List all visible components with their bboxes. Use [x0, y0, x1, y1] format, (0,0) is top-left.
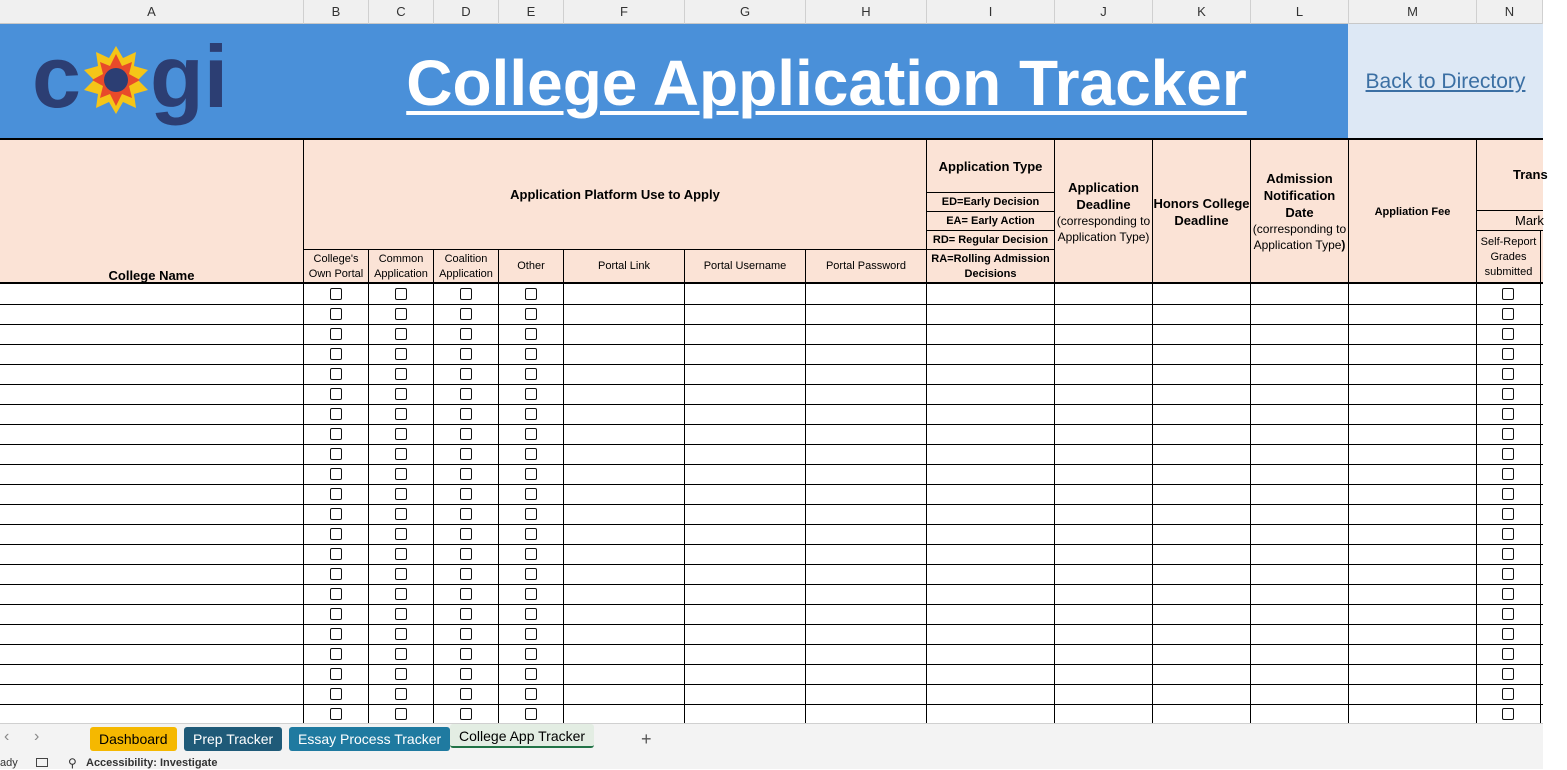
tab-essay-process-tracker[interactable]: Essay Process Tracker	[289, 727, 450, 751]
row-checkbox[interactable]	[395, 568, 407, 580]
code-ea: EA= Early Action	[946, 215, 1035, 227]
row-checkbox[interactable]	[1502, 328, 1514, 340]
row-checkbox[interactable]	[525, 528, 537, 540]
page-title: College Application Tracker	[406, 47, 1247, 119]
row-checkbox[interactable]	[1502, 468, 1514, 480]
row-checkbox[interactable]	[1502, 648, 1514, 660]
row-checkbox[interactable]	[460, 288, 472, 300]
svg-text:gi: gi	[150, 27, 229, 126]
code-rd: RD= Regular Decision	[932, 234, 1049, 246]
row-checkbox[interactable]	[460, 608, 472, 620]
row-checkbox[interactable]	[1502, 668, 1514, 680]
notification-paren: )	[1341, 238, 1346, 252]
column-letter-K[interactable]: K	[1153, 0, 1251, 24]
column-letter-I[interactable]: I	[927, 0, 1055, 24]
row-checkbox[interactable]	[525, 668, 537, 680]
row-checkbox[interactable]	[330, 288, 342, 300]
table-row	[0, 285, 1543, 305]
row-checkbox[interactable]	[330, 568, 342, 580]
row-checkbox[interactable]	[1502, 548, 1514, 560]
notification-sub: (corresponding to Application Type	[1252, 222, 1347, 252]
coalition-app-header: Coalition Application	[439, 252, 493, 280]
column-letter-F[interactable]: F	[564, 0, 685, 24]
add-sheet-button[interactable]: +	[641, 729, 652, 749]
accessibility-icon: ⚲	[68, 756, 77, 770]
row-checkbox[interactable]	[330, 308, 342, 320]
column-letter-G[interactable]: G	[685, 0, 806, 24]
row-checkbox[interactable]	[395, 528, 407, 540]
cogi-logo	[32, 27, 237, 132]
row-checkbox[interactable]	[395, 328, 407, 340]
common-app-header: Common Application	[374, 252, 428, 280]
row-checkbox[interactable]	[330, 408, 342, 420]
row-checkbox[interactable]	[525, 588, 537, 600]
row-checkbox[interactable]	[460, 688, 472, 700]
row-checkbox[interactable]	[330, 688, 342, 700]
row-checkbox[interactable]	[1502, 608, 1514, 620]
row-checkbox[interactable]	[395, 288, 407, 300]
row-checkbox[interactable]	[395, 648, 407, 660]
row-checkbox[interactable]	[460, 328, 472, 340]
row-checkbox[interactable]	[460, 488, 472, 500]
row-checkbox[interactable]	[330, 368, 342, 380]
deadline-title: Application Deadline	[1068, 179, 1139, 212]
row-checkbox[interactable]	[395, 708, 407, 720]
row-checkbox[interactable]	[395, 628, 407, 640]
application-deadline-header	[1055, 140, 1152, 283]
table-row	[0, 525, 1543, 545]
row-checkbox[interactable]	[460, 508, 472, 520]
status-bar	[0, 755, 1543, 769]
row-checkbox[interactable]	[395, 688, 407, 700]
accessibility-status[interactable]: Accessibility: Investigate	[86, 757, 218, 769]
row-checkbox[interactable]	[330, 608, 342, 620]
row-checkbox[interactable]	[525, 548, 537, 560]
code-ra: RA=Rolling Admission Decisions	[931, 252, 1050, 280]
row-checkbox[interactable]	[395, 448, 407, 460]
row-checkbox[interactable]	[1502, 308, 1514, 320]
table-row	[0, 625, 1543, 645]
row-checkbox[interactable]	[460, 628, 472, 640]
row-checkbox[interactable]	[525, 308, 537, 320]
application-fee-header: Appliation Fee	[1374, 205, 1451, 218]
macro-icon[interactable]	[36, 758, 48, 767]
row-checkbox[interactable]	[330, 508, 342, 520]
status-ready: ady	[0, 757, 18, 769]
table-row	[0, 325, 1543, 345]
row-checkbox[interactable]	[395, 548, 407, 560]
row-checkbox[interactable]	[525, 708, 537, 720]
row-checkbox[interactable]	[460, 588, 472, 600]
column-letter-A[interactable]: A	[0, 0, 304, 24]
college-name-header: College Name	[108, 267, 195, 283]
tab-prep-tracker[interactable]: Prep Tracker	[184, 727, 282, 751]
column-letter-B[interactable]: B	[304, 0, 369, 24]
row-checkbox[interactable]	[395, 608, 407, 620]
row-checkbox[interactable]	[395, 668, 407, 680]
self-report-header: Self-Report Grades submitted	[1480, 235, 1537, 278]
row-checkbox[interactable]	[1502, 448, 1514, 460]
row-checkbox[interactable]	[1502, 528, 1514, 540]
notification-title: Admission Notification Date	[1263, 171, 1336, 220]
row-checkbox[interactable]	[330, 528, 342, 540]
row-checkbox[interactable]	[460, 368, 472, 380]
row-checkbox[interactable]	[395, 348, 407, 360]
portal-password-header: Portal Password	[825, 260, 907, 272]
table-row	[0, 425, 1543, 445]
row-checkbox[interactable]	[395, 428, 407, 440]
deadline-sub: (corresponding to Application Type)	[1056, 213, 1151, 244]
row-checkbox[interactable]	[395, 408, 407, 420]
row-checkbox[interactable]	[525, 348, 537, 360]
row-checkbox[interactable]	[525, 388, 537, 400]
row-checkbox[interactable]	[395, 488, 407, 500]
row-checkbox[interactable]	[525, 328, 537, 340]
portal-username-header: Portal Username	[703, 260, 787, 272]
row-checkbox[interactable]	[525, 428, 537, 440]
row-checkbox[interactable]	[460, 388, 472, 400]
row-checkbox[interactable]	[525, 488, 537, 500]
row-checkbox[interactable]	[330, 388, 342, 400]
table-row	[0, 645, 1543, 665]
row-checkbox[interactable]	[460, 468, 472, 480]
platform-group-header: Application Platform Use to Apply	[510, 186, 720, 202]
row-checkbox[interactable]	[525, 448, 537, 460]
row-checkbox[interactable]	[460, 548, 472, 560]
table-row	[0, 365, 1543, 385]
row-checkbox[interactable]	[460, 668, 472, 680]
column-letter-E[interactable]: E	[499, 0, 564, 24]
row-checkbox[interactable]	[395, 388, 407, 400]
row-checkbox[interactable]	[1502, 688, 1514, 700]
column-letter-N[interactable]: N	[1477, 0, 1543, 24]
table-row	[0, 465, 1543, 485]
other-platform-header: Other	[517, 260, 545, 272]
row-checkbox[interactable]	[330, 708, 342, 720]
table-row	[0, 405, 1543, 425]
table-row	[0, 505, 1543, 525]
row-checkbox[interactable]	[330, 448, 342, 460]
row-checkbox[interactable]	[1502, 368, 1514, 380]
back-to-directory-link[interactable]: Back to Directory	[1365, 70, 1526, 93]
row-checkbox[interactable]	[460, 528, 472, 540]
row-checkbox[interactable]	[460, 568, 472, 580]
row-checkbox[interactable]	[330, 668, 342, 680]
row-checkbox[interactable]	[460, 708, 472, 720]
table-row	[0, 685, 1543, 705]
mark-header: Mark	[1515, 213, 1544, 228]
row-checkbox[interactable]	[1502, 428, 1514, 440]
row-checkbox[interactable]	[525, 368, 537, 380]
row-checkbox[interactable]	[1502, 348, 1514, 360]
row-checkbox[interactable]	[330, 588, 342, 600]
table-row	[0, 385, 1543, 405]
row-checkbox[interactable]	[525, 628, 537, 640]
notification-date-header	[1251, 140, 1348, 283]
row-checkbox[interactable]	[1502, 288, 1514, 300]
column-letter-M[interactable]: M	[1349, 0, 1477, 24]
row-checkbox[interactable]	[330, 328, 342, 340]
row-checkbox[interactable]	[460, 448, 472, 460]
row-checkbox[interactable]	[1502, 568, 1514, 580]
column-letter-J[interactable]: J	[1055, 0, 1153, 24]
own-portal-header: College's Own Portal	[308, 252, 364, 280]
row-checkbox[interactable]	[395, 368, 407, 380]
column-letter-L[interactable]: L	[1251, 0, 1349, 24]
row-checkbox[interactable]	[460, 408, 472, 420]
honors-deadline-header: Honors College Deadline	[1153, 195, 1250, 228]
row-checkbox[interactable]	[1502, 488, 1514, 500]
row-checkbox[interactable]	[330, 488, 342, 500]
table-row	[0, 585, 1543, 605]
column-letter-C[interactable]: C	[369, 0, 434, 24]
row-checkbox[interactable]	[330, 468, 342, 480]
table-row	[0, 605, 1543, 625]
row-checkbox[interactable]	[460, 648, 472, 660]
row-checkbox[interactable]	[460, 428, 472, 440]
row-checkbox[interactable]	[525, 648, 537, 660]
row-checkbox[interactable]	[1502, 508, 1514, 520]
row-checkbox[interactable]	[1502, 408, 1514, 420]
row-checkbox[interactable]	[1502, 628, 1514, 640]
row-checkbox[interactable]	[395, 588, 407, 600]
table-row	[0, 305, 1543, 325]
svg-text:c: c	[32, 27, 81, 126]
row-checkbox[interactable]	[330, 648, 342, 660]
table-row	[0, 345, 1543, 365]
column-letter-D[interactable]: D	[434, 0, 499, 24]
row-checkbox[interactable]	[395, 308, 407, 320]
row-checkbox[interactable]	[525, 608, 537, 620]
column-letter-H[interactable]: H	[806, 0, 927, 24]
row-checkbox[interactable]	[525, 508, 537, 520]
portal-link-header: Portal Link	[598, 260, 650, 272]
tab-college-app-tracker[interactable]: College App Tracker	[450, 724, 594, 748]
row-checkbox[interactable]	[1502, 708, 1514, 720]
row-checkbox[interactable]	[330, 548, 342, 560]
transcripts-header: Trans	[1513, 166, 1548, 182]
prev-sheet-icon[interactable]: ‹	[4, 728, 10, 745]
table-row	[0, 485, 1543, 505]
application-type-header: Application Type	[938, 158, 1043, 174]
row-checkbox[interactable]	[460, 308, 472, 320]
tab-dashboard[interactable]: Dashboard	[90, 727, 177, 751]
row-checkbox[interactable]	[525, 568, 537, 580]
table-row	[0, 665, 1543, 685]
row-checkbox[interactable]	[525, 468, 537, 480]
table-row	[0, 705, 1543, 725]
row-checkbox[interactable]	[1502, 388, 1514, 400]
row-checkbox[interactable]	[525, 688, 537, 700]
row-checkbox[interactable]	[330, 628, 342, 640]
sun-icon	[84, 46, 148, 114]
table-row	[0, 445, 1543, 465]
row-checkbox[interactable]	[525, 408, 537, 420]
table-row	[0, 545, 1543, 565]
table-row	[0, 565, 1543, 585]
next-sheet-icon[interactable]: ›	[34, 728, 40, 745]
row-checkbox[interactable]	[460, 348, 472, 360]
row-checkbox[interactable]	[395, 508, 407, 520]
row-checkbox[interactable]	[395, 468, 407, 480]
column-header-strip	[0, 0, 1543, 24]
row-checkbox[interactable]	[330, 428, 342, 440]
row-checkbox[interactable]	[525, 288, 537, 300]
code-ed: ED=Early Decision	[941, 196, 1040, 208]
row-checkbox[interactable]	[1502, 588, 1514, 600]
row-checkbox[interactable]	[330, 348, 342, 360]
